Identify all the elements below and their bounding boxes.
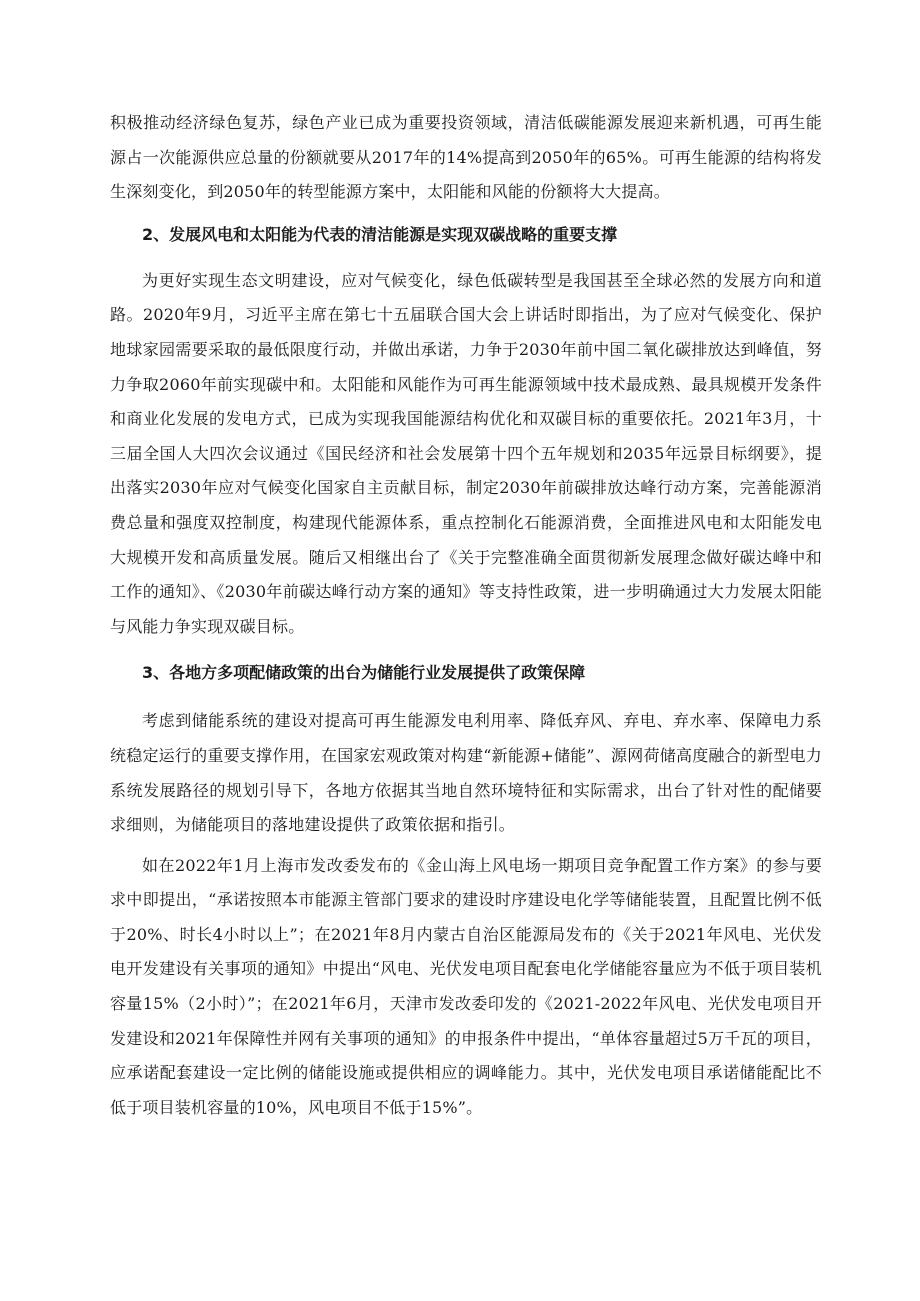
document-body — [110, 106, 822, 1125]
paragraph-section-3-a: 考虑到储能系统的建设对提高可再生能源发电利用率、降低弃风、弃电、弃水率、保障电力系统稳定运行的重要支撑作用，在国家宏观政策对构建“新能源+储能”、源网荷储高度融合的新型电力系统发展路径的规划引导下，各地方依据其当地自然环境特征和实际需求，出台了针对性的配储要求细则，为储能项目的落地建设提供了政策依据和指引。 — [110, 711, 822, 835]
paragraph-section-3-b: 如在2022年1月上海市发改委发布的《金山海上风电场一期项目竞争配置工作方案》的参与要求中即提出，“承诺按照本市能源主管部门要求的建设时序建设电化学等储能装置，且配置比例不低于20%、时长4小时以上”；在2021年8月内蒙古自治区能源局发布的《关于2021年风电、光伏发电开发建设有关事项的通知》中提出“风电、光伏发电项目配套电化学储能容量应为不低于项目装机容量15%（2小时）”；在2021年6月，天津市发改委印发的《2021-2022年风电、光伏发电项目开发建设和2021年保障性并网有关事项的通知》的申报条件中提出，“单体容量超过5万千瓦的项目，应承诺配套建设一定比例的储能设施或提供相应的调峰能力。其中，光伏发电项目承诺储能配比不低于项目装机容量的10%，风电项目不低于15%”。 — [110, 855, 822, 1117]
section-heading-2: 2、发展风电和太阳能为代表的清洁能源是实现双碳战略的重要支撑 — [142, 224, 618, 244]
section-heading-3: 3、各地方多项配储政策的出台为储能行业发展提供了政策保障 — [142, 663, 586, 683]
paragraph-intro-continuation: 积极推动经济绿色复苏，绿色产业已成为重要投资领域，清洁低碳能源发展迎来新机遇，可再生能源占一次能源供应总量的份额就要从2017年的14%提高到2050年的65%。可再生能源的结构将发生深刻变化，到2050年的转型能源方案中，太阳能和风能的份额将大大提高。 — [110, 113, 822, 202]
paragraph-section-2: 为更好实现生态文明建设，应对气候变化，绿色低碳转型是我国甚至全球必然的发展方向和道路。2020年9月，习近平主席在第七十五届联合国大会上讲话时即指出，为了应对气候变化、保护地球家园需要采取的最低限度行动，并做出承诺，力争于2030年前中国二氧化碳排放达到峰值，努力争取2060年前实现碳中和。太阳能和风能作为可再生能源领域中技术最成熟、最具规模开发条件和商业化发展的发电方式，已成为实现我国能源结构优化和双碳目标的重要依托。2021年3月，十三届全国人大四次会议通过《国民经济和社会发展第十四个五年规划和2035年远景目标纲要》，提出落实2030年应对气候变化国家自主贡献目标，制定2030年前碳排放达峰行动方案，完善能源消费总量和强度双控制度，构建现代能源体系，重点控制化石能源消费，全面推进风电和太阳能发电大规模开发和高质量发展。随后又相继出台了《关于完整准确全面贯彻新发展理念做好碳达峰中和工作的通知》、《2030年前碳达峰行动方案的通知》等支持性政策，进一步明确通过大力发展太阳能与风能力争实现双碳目标。 — [110, 270, 822, 636]
